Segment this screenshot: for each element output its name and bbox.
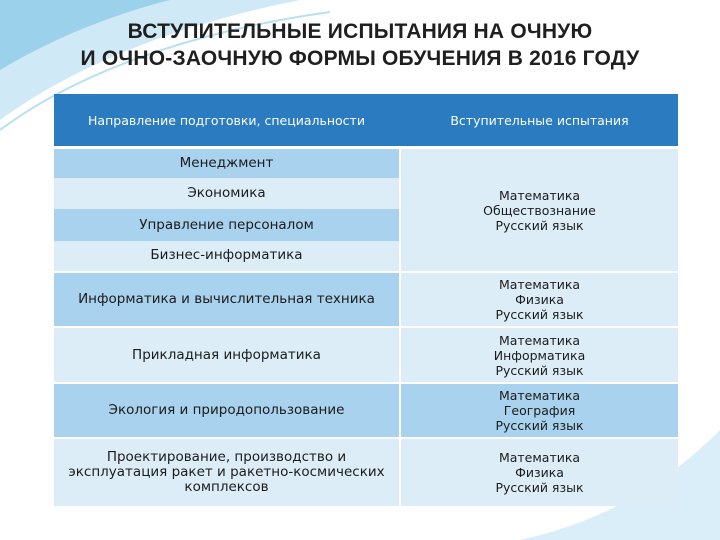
exam-item: Математика — [498, 450, 581, 466]
exam-item: Физика — [515, 292, 564, 308]
exam-item: Русский язык — [495, 217, 584, 233]
specialty-cell: Проектирование, производство и эксплуатация ракет и ракетно-космических комплексов — [54, 438, 400, 506]
specialty-cell: Бизнес-информатика — [54, 241, 400, 272]
exams-cell — [400, 383, 678, 438]
admission-table-container — [54, 94, 678, 506]
exam-item: География — [503, 403, 576, 419]
table-row — [54, 327, 678, 382]
exam-item: Математика — [498, 187, 581, 203]
table-header-row — [54, 94, 678, 148]
table-row — [54, 438, 678, 506]
exam-item: Математика — [498, 388, 581, 404]
exams-cell — [400, 327, 678, 382]
exams-cell — [400, 438, 678, 506]
specialty-cell: Прикладная информатика — [54, 327, 400, 382]
admission-table — [54, 94, 678, 506]
exam-item: Русский язык — [495, 307, 584, 323]
exam-item: Математика — [498, 277, 581, 293]
exams-cell — [400, 272, 678, 327]
table-row — [54, 148, 678, 178]
title-line-2: И ОЧНО-ЗАОЧНУЮ ФОРМЫ ОБУЧЕНИЯ В 2016 ГОДУ — [80, 47, 640, 70]
header-specialty: Направление подготовки, специальности — [54, 94, 400, 148]
title-line-1: ВСТУПИТЕЛЬНЫЕ ИСПЫТАНИЯ НА ОЧНУЮ — [127, 20, 593, 43]
table-row — [54, 383, 678, 438]
exams-cell — [400, 148, 678, 272]
specialty-cell: Экономика — [54, 178, 400, 209]
table-row — [54, 272, 678, 327]
exam-item: Русский язык — [495, 418, 584, 434]
specialty-cell: Менеджмент — [54, 148, 400, 178]
exam-item: Обществознание — [483, 202, 596, 218]
exam-item: Информатика — [493, 347, 586, 363]
specialty-cell: Информатика и вычислительная техника — [54, 272, 400, 327]
exam-item: Русский язык — [495, 362, 584, 378]
exam-item: Математика — [498, 332, 581, 348]
specialty-cell: Управление персоналом — [54, 209, 400, 240]
header-exams: Вступительные испытания — [400, 94, 678, 148]
exam-item: Физика — [515, 465, 564, 481]
page-title — [0, 18, 720, 72]
exam-item: Русский язык — [495, 480, 584, 496]
specialty-cell: Экология и природопользование — [54, 383, 400, 438]
